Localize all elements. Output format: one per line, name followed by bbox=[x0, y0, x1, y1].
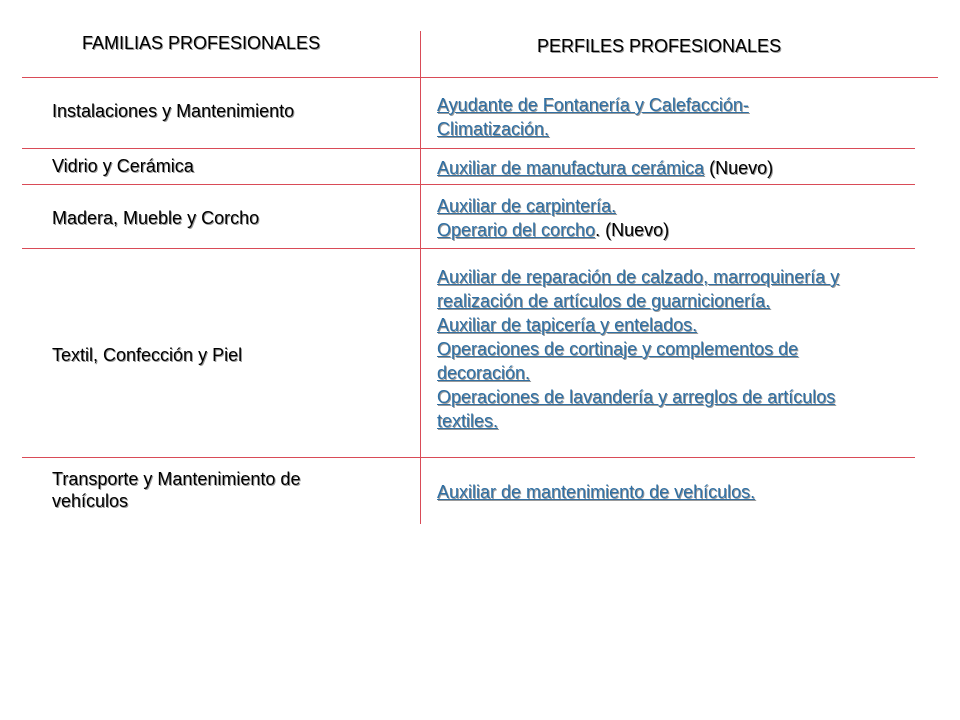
profile-link-calzado[interactable]: Auxiliar de reparación de calzado, marroquinería y bbox=[437, 267, 840, 287]
header-familias: FAMILIAS PROFESIONALES bbox=[82, 33, 321, 53]
family-vidrio: Vidrio y Cerámica bbox=[52, 156, 194, 176]
profile-link-calzado-cont[interactable]: realización de artículos de guarnicionería. bbox=[437, 291, 771, 311]
profile-link-cortinaje-cont[interactable]: decoración. bbox=[437, 363, 531, 383]
profiles-vidrio bbox=[437, 156, 927, 180]
family-madera: Madera, Mueble y Corcho bbox=[52, 208, 260, 228]
family-transporte-line-2: vehículos bbox=[52, 491, 129, 511]
header-rule bbox=[22, 77, 938, 78]
row-rule-4 bbox=[22, 457, 915, 458]
row-rule-3 bbox=[22, 248, 915, 249]
family-textil: Textil, Confección y Piel bbox=[52, 345, 243, 365]
profiles-transporte bbox=[437, 480, 927, 504]
family-instalaciones: Instalaciones y Mantenimiento bbox=[52, 101, 295, 121]
profile-link-fontaneria-cont[interactable]: Climatización. bbox=[437, 119, 550, 139]
row-rule-2 bbox=[22, 184, 915, 185]
profile-suffix-nuevo: (Nuevo) bbox=[704, 158, 774, 178]
profile-link-corcho[interactable]: Operario del corcho bbox=[437, 220, 596, 240]
profiles-textil bbox=[437, 265, 927, 433]
profile-link-vehiculos[interactable]: Auxiliar de mantenimiento de vehículos. bbox=[437, 482, 756, 502]
profile-link-tapiceria[interactable]: Auxiliar de tapicería y entelados. bbox=[437, 315, 698, 335]
profile-link-cortinaje[interactable]: Operaciones de cortinaje y complementos de bbox=[437, 339, 799, 359]
family-transporte bbox=[52, 468, 392, 512]
profile-link-ceramica[interactable]: Auxiliar de manufactura cerámica bbox=[437, 158, 705, 178]
profile-suffix-nuevo: . (Nuevo) bbox=[595, 220, 670, 240]
family-transporte-line-1: Transporte y Mantenimiento de bbox=[52, 469, 301, 489]
column-divider bbox=[420, 31, 421, 524]
profile-link-lavanderia[interactable]: Operaciones de lavandería y arreglos de artículos bbox=[437, 387, 836, 407]
row-rule-1 bbox=[22, 148, 915, 149]
profile-link-fontaneria[interactable]: Ayudante de Fontanería y Calefacción- bbox=[437, 95, 749, 115]
profile-link-lavanderia-cont[interactable]: textiles. bbox=[437, 411, 499, 431]
profile-link-carpinteria[interactable]: Auxiliar de carpintería. bbox=[437, 196, 617, 216]
profiles-madera bbox=[437, 194, 927, 242]
header-perfiles: PERFILES PROFESIONALES bbox=[537, 36, 782, 56]
profiles-instalaciones bbox=[437, 93, 927, 141]
